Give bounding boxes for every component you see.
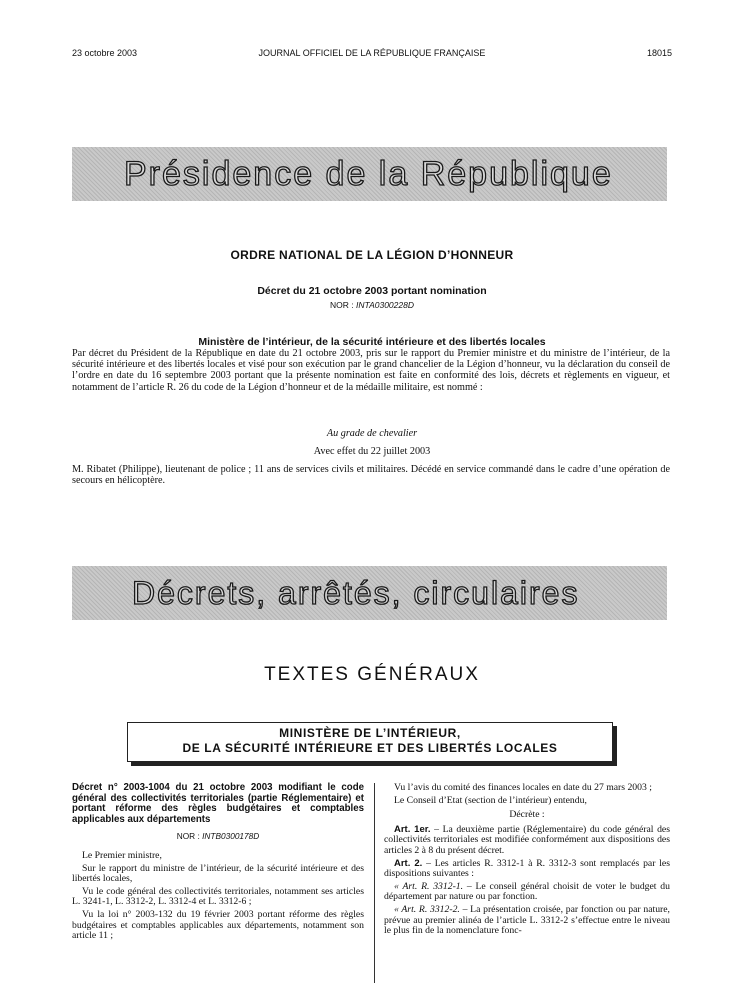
- ministere-box-line1: MINISTÈRE DE L’INTÉRIEUR,: [279, 726, 461, 740]
- section-banner-decrets: Décrets, arrêtés, circulaires: [72, 566, 667, 620]
- decret-title: Décret du 21 octobre 2003 portant nomination: [257, 285, 487, 297]
- text-paragraph: Vu l’avis du comité des finances locales en date du 27 mars 2003 ;: [394, 782, 652, 793]
- page-header: [72, 48, 672, 62]
- right-column: [384, 783, 670, 939]
- decrete-line: Décrète :: [509, 809, 545, 821]
- article-label: Art. 2.: [394, 857, 423, 869]
- article-text: – Les articles R. 3312-1 à R. 3312-3 sont remplacés par les dispositions suivantes :: [384, 857, 670, 880]
- section-title-legion: ORDRE NATIONAL DE LA LÉGION D’HONNEUR: [230, 248, 514, 262]
- nor-code: INTA0300228D: [356, 300, 414, 310]
- article-paragraph: [384, 882, 670, 903]
- textes-generaux-heading: TEXTES GÉNÉRAUX: [264, 664, 480, 685]
- article-paragraph: [384, 859, 670, 880]
- decret-heading: Décret n° 2003-1004 du 21 octobre 2003 modifiant le code général des collectivités territoriales (partie Réglementaire) et portant réforme des règles budgétaires et comptables applicables aux départements: [72, 782, 364, 825]
- text-paragraph: Vu la loi n° 2003-132 du 19 février 2003 portant réforme des règles budgétaires et comptables applicables aux départements, notamment son article 11 ;: [72, 908, 364, 942]
- left-column: [72, 783, 364, 944]
- article-label: « Art. R. 3312-1.: [394, 880, 464, 892]
- decret-paragraph: Par décret du Président de la République en date du 21 octobre 2003, pris sur le rapport du Premier ministre et du ministre de l’intérieur, de la sécurité intérieure et des libertés locales et visé pour son exécution par le grand chancelier de la Légion d’honneur, vu la déclaration du conseil de l’ordre en date du 16 septembre 2003 portant que la présente nomination est faite en conformité des lois, décrets et règlements en vigueur, et notamment de l’article R. 26 du code de la Légion d’honneur et de la médaille militaire, est nommé :: [72, 348, 670, 393]
- grade-line: Au grade de chevalier: [326, 428, 418, 439]
- text-paragraph: Le Premier ministre,: [82, 849, 162, 861]
- article-text: – La présentation croisée, par fonction ou par nature, prévue au premier alinéa de l’article L. 3312-2 s’effectue entre le niveau le plus fin de la nomenclature fonc-: [384, 903, 670, 937]
- effet-line: Avec effet du 22 juillet 2003: [313, 446, 431, 457]
- article-paragraph: [384, 905, 670, 937]
- issue-date: 23 octobre 2003: [72, 48, 138, 58]
- nomination-paragraph: M. Ribatet (Philippe), lieutenant de police ; 11 ans de services civils et militaires. Décédé en service commandé dans le cadre d’une opération de secours en hélicoptère.: [72, 464, 670, 487]
- nor-reference-2: [72, 831, 364, 842]
- article-text: – Le conseil général choisit de voter le budget du département par nature ou par fonction.: [384, 880, 670, 903]
- column-divider: [374, 783, 375, 983]
- text-paragraph: Vu le code général des collectivités territoriales, notamment ses articles L. 3241-1, L. 3312-2, L. 3312-4 et L. 3312-6 ;: [72, 885, 364, 908]
- journal-title: JOURNAL OFFICIEL DE LA RÉPUBLIQUE FRANÇAISE: [258, 48, 486, 58]
- ministere-heading: Ministère de l’intérieur, de la sécurité intérieure et des libertés locales: [198, 336, 546, 348]
- section-banner-presidence: Présidence de la République: [72, 147, 667, 201]
- article-label: « Art. R. 3312-2.: [394, 903, 460, 915]
- nor-label: NOR :: [330, 300, 354, 310]
- article-text: – La deuxième partie (Réglementaire) du code général des collectivités territoriales est modifiée conformément aux dispositions des articles 2 à 8 du présent décret.: [384, 823, 670, 856]
- page-number: 18015: [646, 48, 672, 58]
- ministere-box: [127, 722, 613, 762]
- nor-label: NOR :: [176, 831, 200, 842]
- nor-code: INTB0300178D: [202, 831, 260, 842]
- nor-reference: [72, 300, 672, 310]
- article-label: Art. 1er.: [394, 823, 431, 835]
- ministere-box-line2: DE LA SÉCURITÉ INTÉRIEURE ET DES LIBERTÉS LOCALES: [182, 741, 558, 755]
- text-paragraph: Sur le rapport du ministre de l’intérieur, de la sécurité intérieure et des libertés locales,: [72, 862, 364, 885]
- article-paragraph: [384, 825, 670, 857]
- text-paragraph: Le Conseil d’Etat (section de l’intérieur) entendu,: [394, 794, 587, 806]
